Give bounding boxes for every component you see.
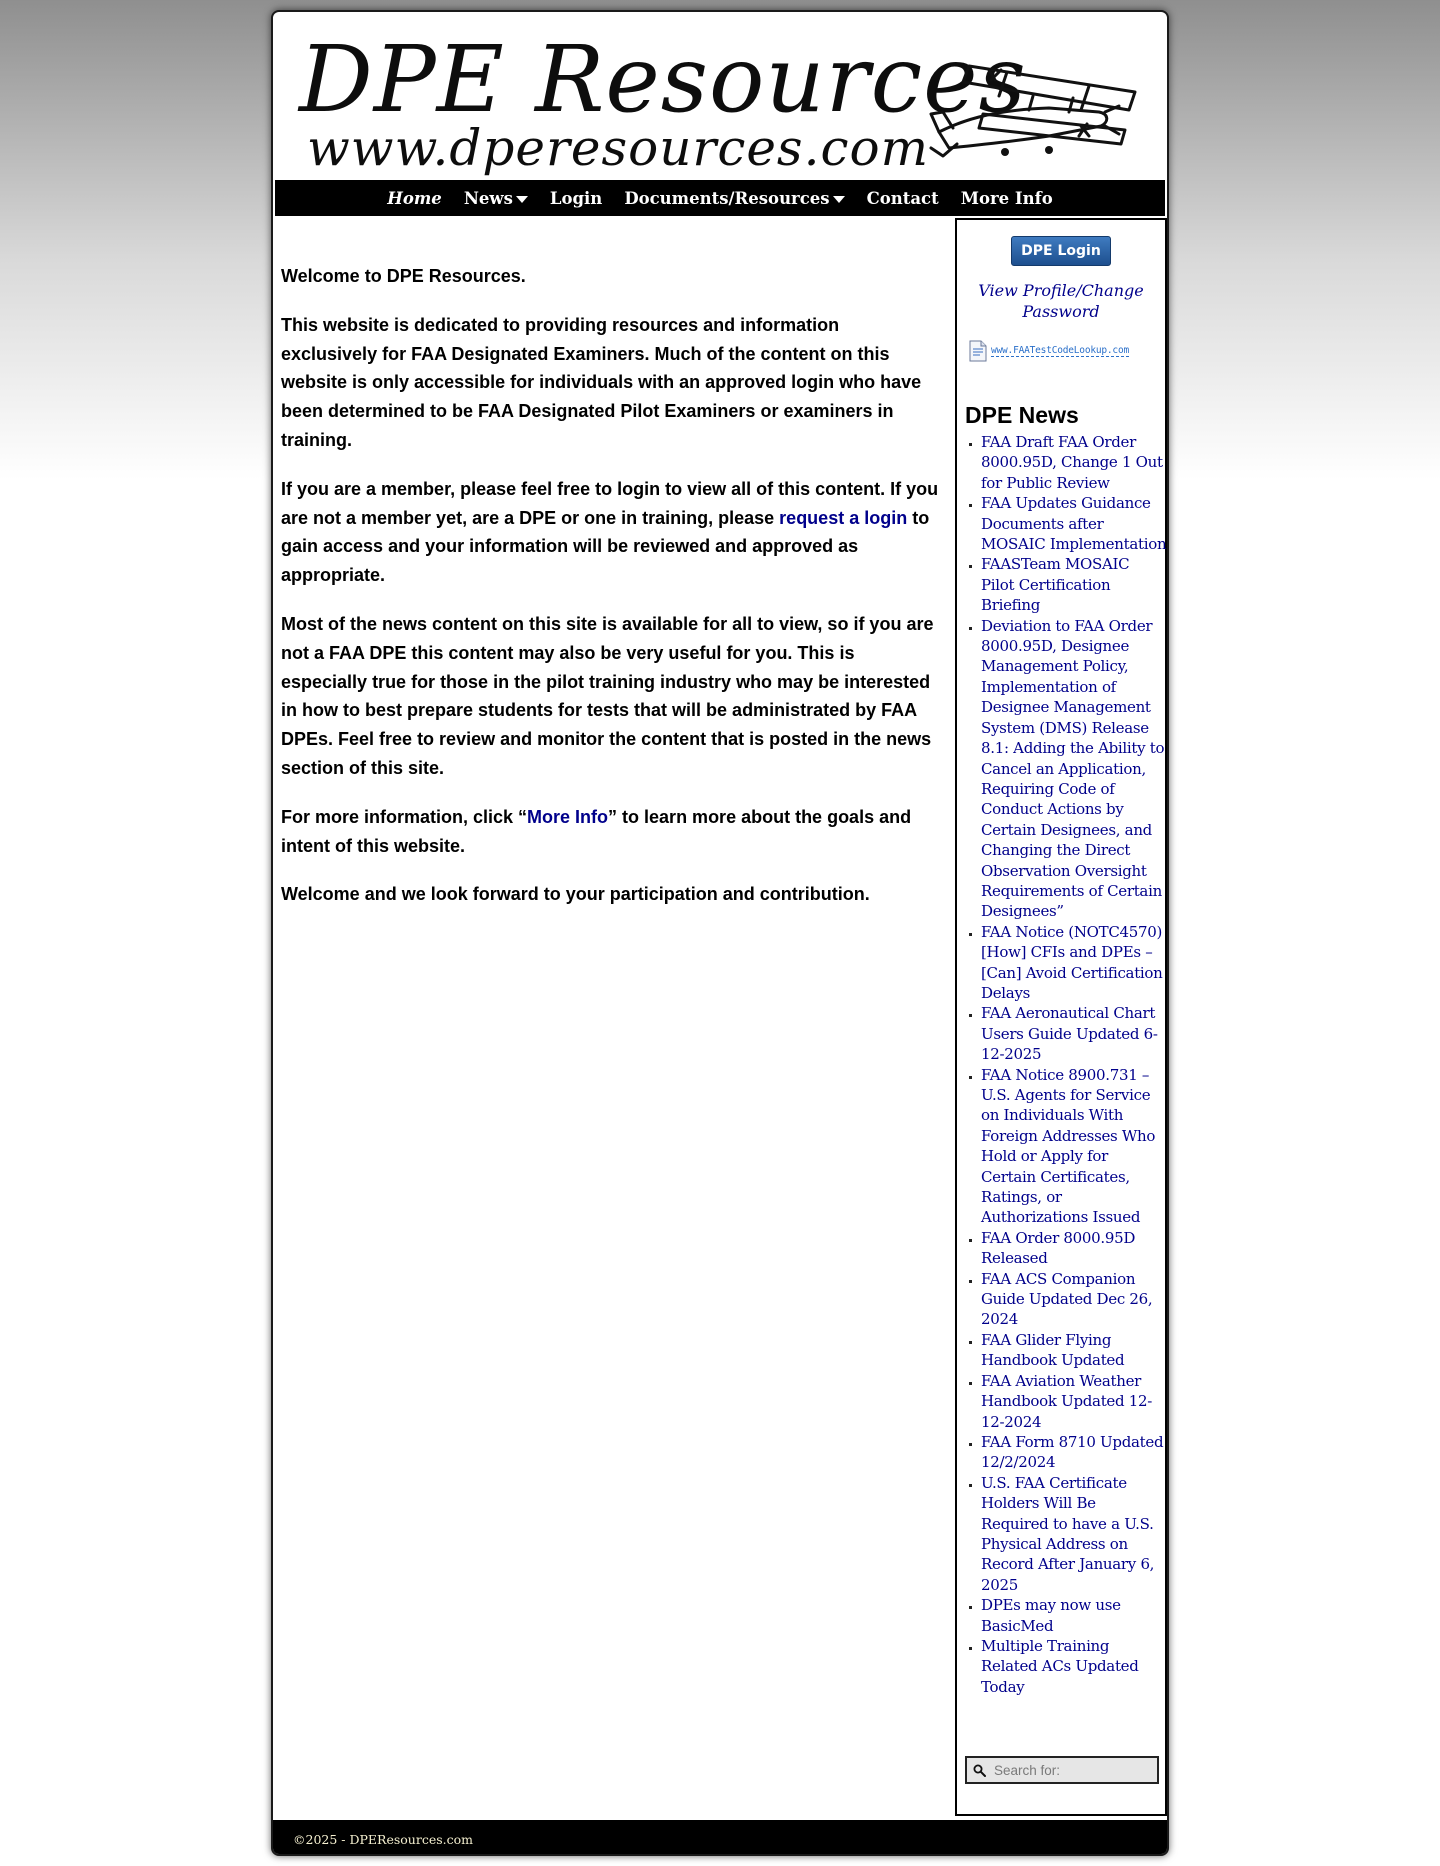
dpe-login-button[interactable]: DPE Login: [1011, 236, 1111, 266]
news-item-link[interactable]: FAA Order 8000.95D Released: [981, 1228, 1136, 1268]
more-info-link[interactable]: More Info: [527, 806, 609, 827]
news-item-link[interactable]: FAA Aeronautical Chart Users Guide Updated 6-12-2025: [981, 1004, 1158, 1064]
nav-news[interactable]: [453, 189, 539, 208]
main-nav: [275, 180, 1165, 216]
dpe-news-heading: DPE News: [965, 402, 1079, 428]
news-item-link[interactable]: FAA ACS Companion Guide Updated Dec 26, 2024: [981, 1269, 1153, 1329]
nav-documents-label: Documents/Resources: [624, 188, 830, 208]
news-item[interactable]: [981, 1595, 1167, 1636]
test-code-lookup-text: www.FAATestCodeLookup.com: [991, 345, 1129, 356]
nav-login[interactable]: [539, 189, 613, 208]
news-item[interactable]: [981, 432, 1167, 493]
news-item[interactable]: [981, 922, 1167, 1004]
sidebar: [955, 218, 1167, 1816]
news-item[interactable]: [981, 1473, 1167, 1595]
member-text-end: to gain access and your information will be reviewed and approved as appropriate.: [281, 507, 930, 586]
nav-contact[interactable]: [856, 189, 950, 208]
news-paragraph: Most of the news content on this site is available for all to view, so if you are not a FAA DPE this content may also be very useful for you. This is especially true for those in the pilot training industry who may be interested in how to best prepare students for tests that will be administrated by FAA DPEs. Feel free to review and monitor the content that is posted in the news section of this site.: [281, 613, 934, 778]
nav-news-label: News: [463, 188, 513, 208]
news-item-link[interactable]: FAA Form 8710 Updated 12/2/2024: [981, 1432, 1164, 1472]
news-item[interactable]: [981, 616, 1167, 922]
news-item-link[interactable]: FAA Notice 8900.731 – U.S. Agents for Service on Individuals With Foreign Addresses Who Hold or Apply for Certain Certificates, Ratings, or Authorizations Issued: [981, 1065, 1156, 1227]
nav-home-label: Home: [387, 188, 442, 208]
news-item[interactable]: [981, 1269, 1167, 1330]
view-profile-link[interactable]: View Profile/Change Password: [978, 281, 1144, 321]
news-item[interactable]: [981, 493, 1167, 554]
news-item-link[interactable]: Multiple Training Related ACs Updated Today: [981, 1636, 1139, 1696]
intro-paragraph: This website is dedicated to providing resources and information exclusively for FAA Designated Examiners. Much of the content on this website is only accessible for individuals with an approved login who have been determined to be FAA Designated Pilot Examiners or examiners in training.: [281, 314, 922, 450]
nav-more-info-label: More Info: [960, 188, 1053, 208]
news-item-link[interactable]: FAA Draft FAA Order 8000.95D, Change 1 Out for Public Review: [981, 433, 1163, 492]
main-content: [281, 262, 939, 929]
news-item-link[interactable]: FAA Aviation Weather Handbook Updated 12-12-2024: [981, 1371, 1153, 1431]
nav-contact-label: Contact: [866, 188, 939, 208]
search-input[interactable]: [992, 1762, 1156, 1779]
caret-down-icon: [516, 196, 528, 203]
news-item-link[interactable]: FAA Glider Flying Handbook Updated: [981, 1330, 1125, 1370]
footer-copyright: ©2025 - DPEResources.com: [293, 1831, 473, 1847]
news-list: [957, 432, 1167, 1697]
caret-down-icon: [833, 196, 845, 203]
news-item-link[interactable]: Deviation to FAA Order 8000.95D, Designee Management Policy, Implementation of Designee Management System (DMS) Release 8.1: Adding the Ability to Cancel an Application, Requiring Code of Conduct Actions by Certain Designees, and Changing the Direct Observation Oversight Requirements of Certain Designees”: [981, 616, 1165, 921]
news-item[interactable]: [981, 1003, 1167, 1064]
news-item[interactable]: [981, 1636, 1167, 1697]
closing-paragraph: Welcome and we look forward to your participation and contribution.: [281, 884, 870, 905]
more-info-text-start: For more information, click “: [281, 806, 528, 827]
news-item[interactable]: [981, 1432, 1167, 1473]
document-icon: [969, 340, 987, 362]
biplane-logo-icon: [929, 52, 1157, 162]
welcome-paragraph: Welcome to DPE Resources.: [281, 266, 526, 286]
request-login-link[interactable]: request a login: [779, 507, 908, 528]
news-item-link[interactable]: FAA Updates Guidance Documents after MOSAIC Implementation: [981, 494, 1167, 554]
news-item[interactable]: [981, 1330, 1167, 1371]
news-item-link[interactable]: FAASTeam MOSAIC Pilot Certification Briefing: [981, 555, 1130, 615]
nav-documents-resources[interactable]: [613, 189, 855, 208]
member-paragraph: [281, 475, 939, 590]
site-logo-title[interactable]: DPE Resources: [299, 26, 1027, 133]
nav-more-info[interactable]: [950, 189, 1064, 208]
nav-home[interactable]: [376, 189, 453, 208]
member-text-start: If you are a member, please feel free to login to view all of this content. If you are not a member yet, are a DPE or one in training, please: [281, 478, 939, 528]
page-container: [271, 10, 1169, 1856]
nav-login-label: Login: [549, 188, 603, 208]
more-info-text-end: ” to learn more about the goals and intent of this website.: [281, 806, 912, 856]
news-item[interactable]: [981, 554, 1167, 615]
test-code-lookup-link[interactable]: [969, 340, 1129, 362]
news-item[interactable]: [981, 1371, 1167, 1432]
more-info-paragraph: [281, 803, 939, 861]
news-item-link[interactable]: FAA Notice (NOTC4570) [How] CFIs and DPEs – [Can] Avoid Certification Delays: [981, 922, 1163, 1002]
site-footer: [273, 1820, 1167, 1856]
news-item[interactable]: [981, 1228, 1167, 1269]
news-item[interactable]: [981, 1065, 1167, 1228]
news-item-link[interactable]: DPEs may now use BasicMed: [981, 1596, 1121, 1635]
news-item-link[interactable]: U.S. FAA Certificate Holders Will Be Required to have a U.S. Physical Address on Record After January 6, 2025: [981, 1473, 1155, 1594]
site-header: [273, 12, 1167, 180]
search-icon: [973, 1764, 986, 1777]
search-box: [965, 1756, 1159, 1784]
site-logo-url[interactable]: www.dperesources.com: [307, 119, 929, 177]
